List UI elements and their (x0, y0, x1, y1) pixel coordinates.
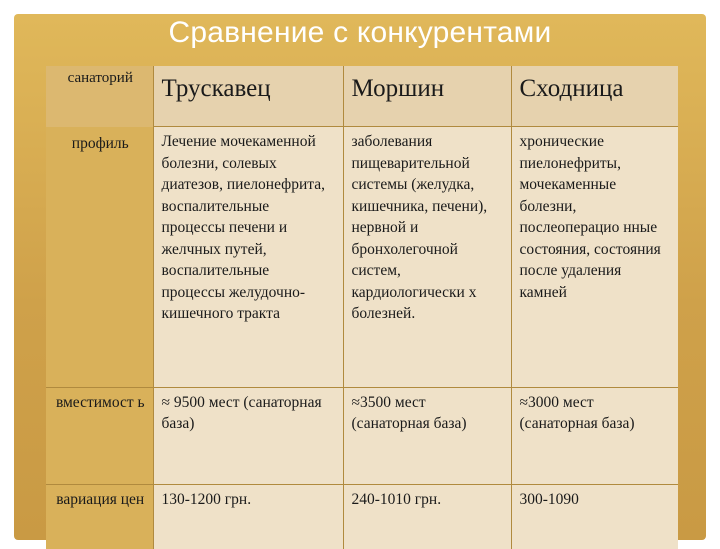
cell-profile-truskavets: Лечение мочекаменной болезни, солевых диатезов, пиелонефрита, воспалительные процессы печени и желчных путей, воспалительные процессы желудочно-кишечного тракта (153, 127, 343, 388)
table-header-row (46, 66, 678, 127)
cell-profile-skhodnitsa: хронические пиелонефриты, мочекаменные болезни, послеоперацио нные состояния, состояния после удаления камней (511, 127, 678, 388)
comparison-table (46, 66, 678, 549)
row-label-capacity: вместимост ь (46, 387, 153, 484)
table-row-price (46, 484, 678, 549)
row-label-price: вариация цен (46, 484, 153, 549)
cell-profile-morshin: заболевания пищеварительной системы (желудка, кишечника, печени), нервной и бронхолегочной систем, кардиологически х болезней. (343, 127, 511, 388)
column-header-truskavets: Трускавец (153, 66, 343, 127)
cell-price-morshin: 240-1010 грн. (343, 484, 511, 549)
table-row-profile (46, 127, 678, 388)
column-header-morshin: Моршин (343, 66, 511, 127)
cell-capacity-morshin: ≈3500 мест (санаторная база) (343, 387, 511, 484)
cell-capacity-truskavets: ≈ 9500 мест (санаторная база) (153, 387, 343, 484)
cell-price-truskavets: 130-1200 грн. (153, 484, 343, 549)
table-row-capacity (46, 387, 678, 484)
slide-title: Сравнение с конкурентами (168, 16, 552, 49)
header-label: санаторий (46, 66, 153, 127)
column-header-skhodnitsa: Сходница (511, 66, 678, 127)
cell-capacity-skhodnitsa: ≈3000 мест (санаторная база) (511, 387, 678, 484)
cell-price-skhodnitsa: 300-1090 (511, 484, 678, 549)
row-label-profile: профиль (46, 127, 153, 388)
